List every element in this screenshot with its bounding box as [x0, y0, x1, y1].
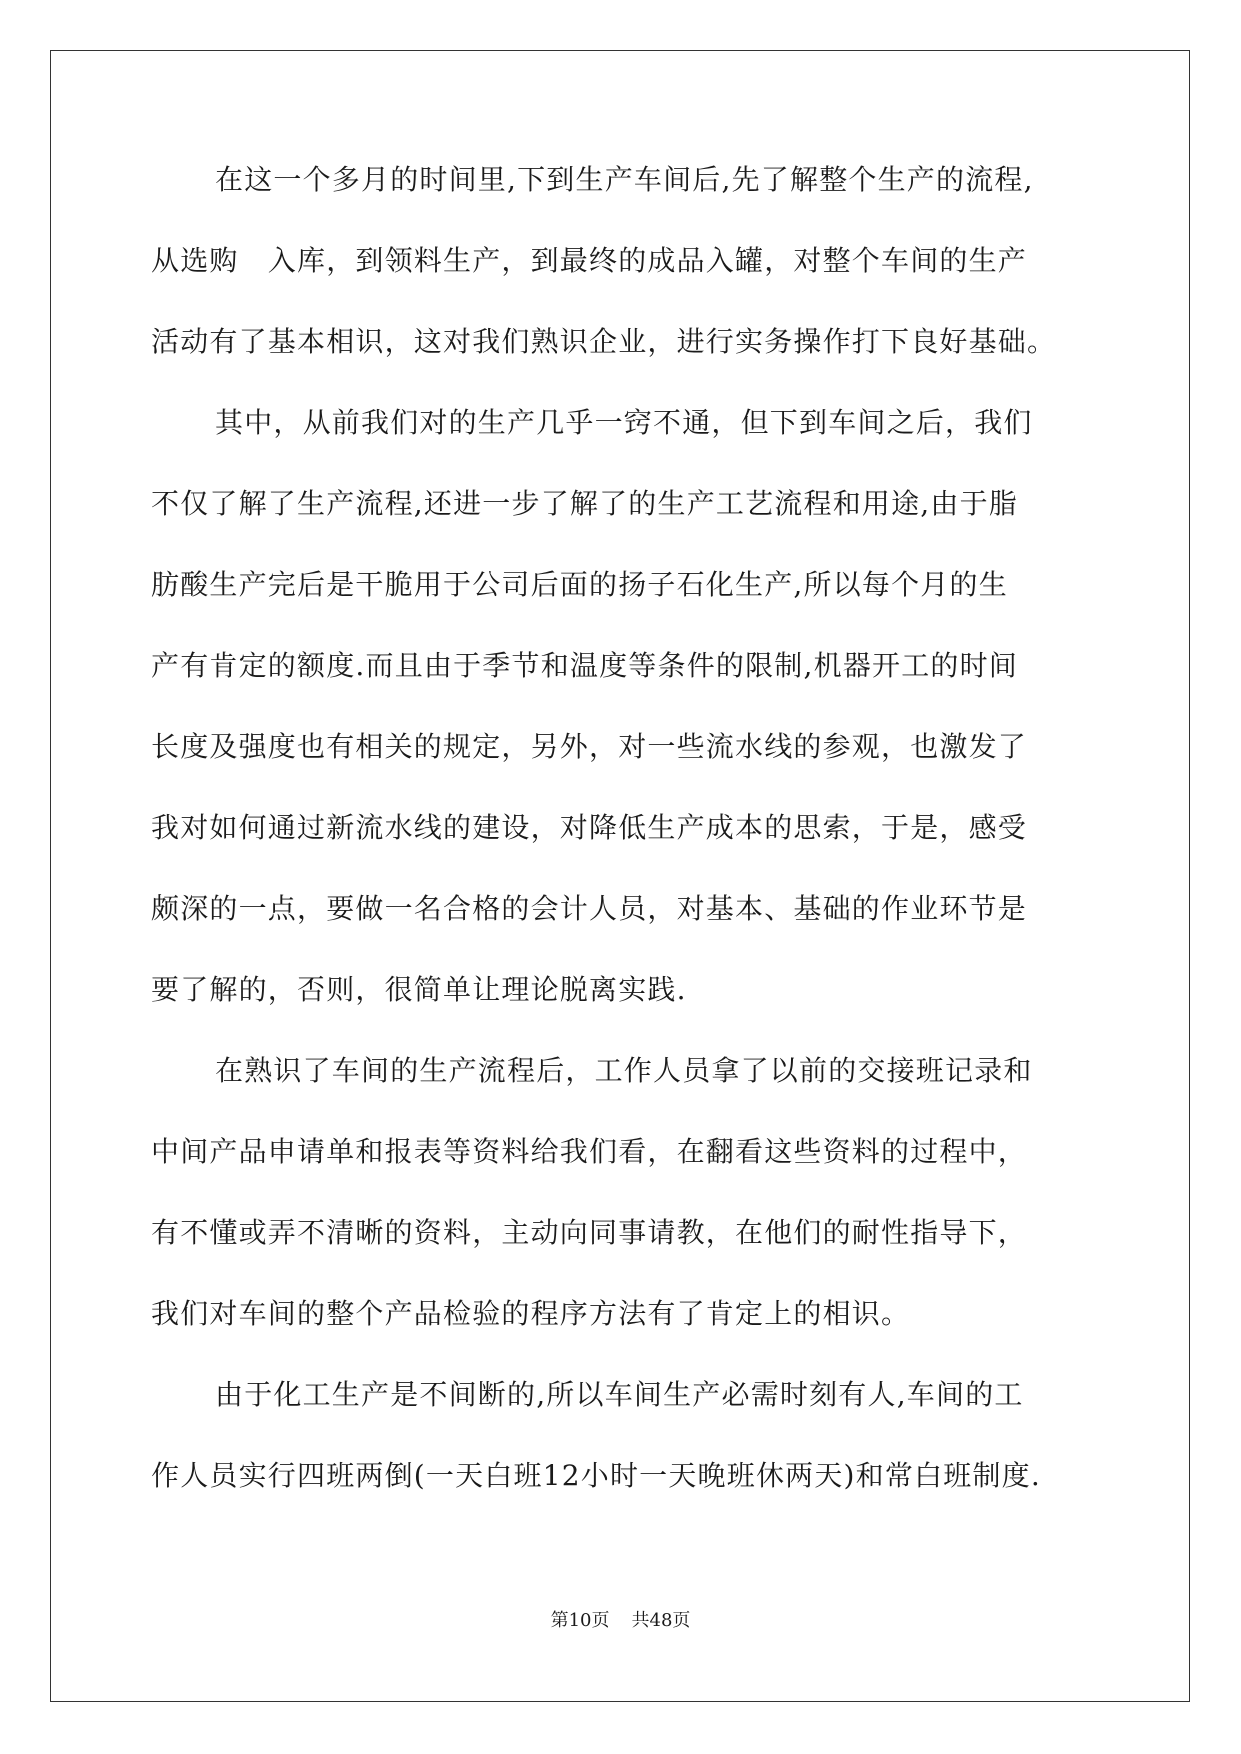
paragraph-3 [151, 1051, 1091, 1375]
page-footer [0, 1609, 1241, 1633]
text-line: 我对如何通过新流水线的建设，对降低生产成本的思索，于是，感受 [151, 811, 1028, 844]
text-line: 由于化工生产是不间断的,所以车间生产必需时刻有人,车间的工 [215, 1378, 1024, 1411]
text-line: 肪酸生产完后是干脆用于公司后面的扬子石化生产,所以每个月的生 [151, 568, 1008, 601]
text-line: 中间产品申请单和报表等资料给我们看，在翻看这些资料的过程中， [151, 1135, 1028, 1168]
paragraph-4 [151, 1375, 1091, 1537]
text-line: 长度及强度也有相关的规定，另外，对一些流水线的参观，也激发了 [151, 730, 1028, 763]
document-body [151, 160, 1091, 1537]
paragraph-2 [151, 403, 1091, 1051]
paragraph-1 [151, 160, 1091, 403]
text-line: 不仅了解了生产流程,还进一步了解了的生产工艺流程和用途,由于脂 [151, 487, 1019, 520]
page-number-total: 共48页 [631, 1610, 691, 1631]
text-line: 从选购 入库，到领料生产，到最终的成品入罐，对整个车间的生产 [151, 244, 1028, 277]
text-line: 颇深的一点，要做一名合格的会计人员，对基本、基础的作业环节是 [151, 892, 1028, 925]
text-line: 活动有了基本相识，这对我们熟识企业，进行实务操作打下良好基础。 [151, 325, 1057, 358]
page-number-current: 第10页 [550, 1610, 610, 1631]
text-line: 产有肯定的额度.而且由于季节和温度等条件的限制,机器开工的时间 [151, 649, 1019, 682]
text-line: 要了解的，否则，很简单让理论脱离实践. [151, 973, 687, 1006]
text-line: 在熟识了车间的生产流程后，工作人员拿了以前的交接班记录和 [215, 1054, 1033, 1087]
text-line: 作人员实行四班两倒(一天白班12小时一天晚班休两天)和常白班制度. [151, 1459, 1041, 1492]
text-line: 其中，从前我们对的生产几乎一窍不通，但下到车间之后，我们 [215, 406, 1033, 439]
text-line: 在这一个多月的时间里,下到生产车间后,先了解整个生产的流程, [215, 163, 1034, 196]
text-line: 我们对车间的整个产品检验的程序方法有了肯定上的相识。 [151, 1297, 911, 1330]
text-line: 有不懂或弄不清晰的资料，主动向同事请教，在他们的耐性指导下， [151, 1216, 1028, 1249]
